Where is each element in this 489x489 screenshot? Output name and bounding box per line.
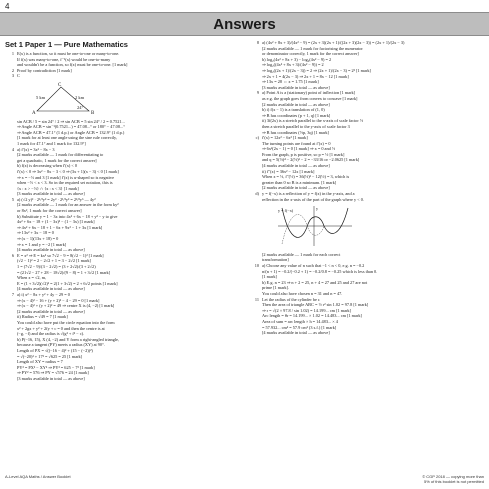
answer-line: ⇒ Angle ACB = sin⁻¹(0.7521...) = 47.08...° or 180° − 47.08...° [17,124,125,130]
answer-line: ii) Radius = √49 = 7 [1 mark] [17,314,68,320]
question-number: 4 [11,146,14,152]
transformed-curve-diagram [276,204,354,248]
answer-line: b) E.g. n = 23 ⇒ n + 2 = 25, n + 4 = 27 and 25 and 27 are not [262,279,368,285]
answer-block [5,147,237,197]
answer-body [262,263,484,297]
answer-line: b) Substitute y = 1 − 3x into 4x² + 6x − 18 + y² − y to give [17,213,118,219]
answer-line: (−g, −f) and the radius is √(g² + f² − c). [17,331,85,337]
answer-line: (√2 − 1)² = 2 − 2√2 + 1 = 3 − 2√2 [1 mark] [17,258,91,264]
footer-right [422,474,484,484]
answer-line: a) (√2 y)³ · 2¹/²y³ = 2y³ · 2¹/²y³ = 2³/²y⁶ — 4y² [17,196,96,202]
answer-block [250,252,484,263]
banner-title: Answers [213,15,276,33]
answer-line: Length of PX = √((−16 − 4)² + (15 − (−2))²) [17,347,93,353]
answer-line: ⇒ r = √(2 × 97.8 / sin 1.02) = 14.199... cm [1 mark] [262,307,352,313]
answer-block [5,197,237,253]
answer-block [5,51,237,68]
answer-line: [4 marks available in total — as above] [17,247,85,253]
answer-body [262,169,484,191]
answer-line: [4 marks available in total — as above] [262,330,330,336]
answer-line: b) P(−16, 15), X (4, −2) and Y form a right-angled triangle, [17,336,120,342]
question-number: c) [255,135,259,141]
answer-block [250,191,484,252]
answer-block [250,40,484,90]
answer-body [17,119,237,147]
answer-line: x² + 2gx + y² + 2fy + c = 0 and then the centre is at [17,325,105,331]
answer-line: [2 marks available — 1 mark for differentiating to [17,152,104,158]
page-number: 4 [5,2,10,11]
answer-line: You could also have put the circle equation into the form [17,319,115,325]
answer-line: ⇒ 6x²(2x − 1) = 0 [1 mark] ⇒ x = 0 and ½ [262,146,336,152]
answer-line: n/(n + 1) = −0.2/(−0.2 + 1) = −0.2/0.8 = −0.25 which is less than 0. [262,268,378,274]
answer-line: ⇒ 4x² + 6x − 18 + 1 − 6x + 9x² − 1 + 3x [1 mark] [17,224,103,230]
answer-line: When x = √2, m, [17,275,47,281]
answer-line: From the graph, p is positive, so p = ½ [1 mark] [262,151,345,157]
question-number [5,119,14,147]
curve-figure [276,204,484,250]
question-number: 9 [256,90,259,96]
answer-line: when −⅓ < x < 3. So in the required set notation, this is [17,180,113,186]
side-label-5km: 5 km [36,94,46,100]
answer-line: or 8x², 1 mark for the correct answer] [17,208,82,214]
answer-line: C [17,73,20,79]
angle-label: 24° [77,104,84,110]
answer-block [250,90,484,107]
left-column [5,40,237,468]
question-number [250,107,259,135]
answer-line: as e.g. the graph goes from convex to concave [1 mark] [262,95,358,101]
answer-line: ⇒ x = 1 and y = −2 [1 mark] [17,241,67,247]
answer-line: ⇒ (x − 1)(13x + 18) = 0 [17,236,59,242]
answer-line: 1 mark for 47.1° and 1 mark for 132.9°] [17,140,86,146]
answer-line: f′(x) < 0 ⇒ 3x² − 8x − 3 < 0 ⇒ (3x + 1)(x − 3) < 0 [1 mark] [17,168,119,174]
answer-body [262,90,484,107]
answer-line: y = f(−x) is a reflection of y = f(x) in the y-axis, and a [262,191,355,197]
side-label-2km: 2 km [75,94,85,100]
answer-line: You could also have chosen n = 31 and n = 47. [262,290,343,296]
footer-left: A-Level AQA Maths / Answer Booklet [5,474,71,479]
answer-body [262,107,484,135]
answer-line: a) (4x² + 8x + 3)/(4x² − 9) = (2x + 3)(2x + 1)/((2x + 3)(2x − 3)) = (2x + 1)/(2x − 3) [262,40,405,45]
answer-body [17,292,237,382]
curve-dashed [282,215,324,244]
answer-line: and wouldn't be a function, so f(x) must be one-to-one. [1 mark] [17,62,128,68]
axis-label-y: y [316,206,319,212]
answer-line: ⇒ 2x + 1 = 4(2x − 3) ⇒ 2x + 1 = 8x − 12 [1 mark] [262,73,349,79]
answer-line: a) f′(x) = 3x² − 8x − 3 [17,146,55,152]
answer-body [262,135,484,169]
answer-line: [2 marks available in total — as above] [262,101,330,107]
answer-line: b) f(x) is decreasing when f′(x) < 0 [17,163,78,169]
question-number: 3 [11,73,14,79]
answer-line: ⇒ 13x² + 3x − 18 = 0 [17,230,54,236]
answer-line: Let the radius of the cylinder be r. [262,296,321,302]
label-b: B [91,110,95,115]
answer-block [250,107,484,135]
answer-line: 4x² + 6x − 18 + (1 − 3x)² − (1 − 3x) [1 mark] [17,219,95,225]
answer-line: ⇒ 13x = 28 ⇔ x = 1.75 [1 mark] [262,79,319,85]
right-answers [250,40,484,336]
answer-block [250,135,484,169]
answer-body [17,253,237,292]
answer-line: = √(−20)² + 17² = √625 = 25 [1 mark] [17,353,83,359]
answer-line: reflection in the x-axis of the part of the graph where y < 0. [262,196,364,202]
answer-line: Area of sum = arc length × h = 14.483... × 4 [262,318,338,324]
question-number: 1 [11,51,14,56]
answer-line: ⇒ log₂((2x + 1)/(2x − 3)) = 2 ⇒ (2x + 1)/(2x − 3) = 2² [1 mark] [262,67,371,73]
answer-line: b) log₂(4x² + 8x + 3) − log₂(4x² − 9) = 2 [262,56,332,62]
answer-line: greater than 0 so B is a minimum. [1 mark] [262,179,337,185]
answer-line: ii) f″(x) = 36x² − 12x [1 mark] [262,168,315,174]
answer-line: [3 marks available in total — as above] [17,191,85,197]
answer-line: Proof by contradiction [1 mark] [17,67,72,73]
answer-line: [2 marks available — 1 mark for each correct [262,251,341,257]
triangle-figure [31,81,237,117]
answer-line: [1 mark] [262,274,277,280]
answer-block [250,297,484,336]
answer-body [262,40,484,90]
answer-line: or denominator correctly, 1 mark for the correct answer] [262,51,359,57]
answer-line: Then the area of triangle ABC = ½ r² sin 1.02 = 97.8 [1 mark] [262,302,369,308]
answer-line: [4 marks available in total — as above] [17,286,85,292]
footer-right-line2: 5% of this booklet is not permitted [423,479,484,484]
right-column [250,40,484,468]
answer-body [262,191,484,252]
left-answers [5,51,237,381]
curve-label-f-minus-x: y = f(−x) [278,208,294,214]
answer-line: E = x² ⇒ E = kx² so 7√2 − 9 = 8(√2 − 1)² [1 mark] [17,252,104,258]
answer-body [17,73,237,118]
answer-line: [3 marks available in total — as above] [17,375,85,381]
question-number [250,252,259,263]
answer-line: [4 marks available in total — as above] [262,163,330,169]
answer-line: = (21√2 − 27 + 28 − 18√2)/(9 − 8) = 1 + 3√2 [1 mark] [17,269,111,275]
answer-line: E = (1 + 3√2)(√2)² = 2(1 + 3√2) = 2 + 6√2 points [1 mark] [17,280,118,286]
answer-line: ⇒ (x − 4)² + (y + 2)² = 49 ⇒ centre X is (4, −2) [1 mark] [17,303,115,309]
answers-banner [0,12,489,36]
answer-line: prime [1 mark]. [262,285,290,291]
answer-line: [1 mark for at least one angle using the sine rule correctly, [17,135,117,141]
answer-line: The turning points are found at f′(x) = 0 [262,140,331,146]
answer-line: ⇒ PY² = 576 ⇒ PY = √576 = 24 [1 mark] [17,370,89,376]
answer-line: sin ACB / 5 = sin 24° / 2 ⇒ sin ACB = 5 sin 24° / 2 = 0.7521... [17,118,125,124]
answer-line: [3 marks available in total — as above] [262,84,330,90]
answer-line: [2 marks available in total — as above] [262,185,330,191]
answer-line: [2 marks available in total — as above] [17,308,85,314]
answer-line: ⇒ B has coordinates (½p, 3q) [1 mark] [262,129,329,135]
answer-line: If f(x) was many-to-one, f⁻¹(x) would be one-to-many [17,56,111,62]
question-number: 10 [254,263,259,268]
answer-line: PY² = PX² − XY² ⇒ PY² = 625 − 7² [1 mark] [17,364,95,370]
answer-line: ⇒ x = −⅓ and 3 [1 mark] f′(x) is u-shaped so is negative [17,174,114,180]
question-number: 6 [11,252,14,258]
answer-block [250,263,484,297]
answer-line: a) i) x² − 8x + y² + 4y − 29 = 0 [17,291,70,297]
answer-line: 1 = (7√2 − 9)/(3 − 2√2) = (3 + 2√2)/(3 + 2√2) [17,264,96,269]
question-number [250,169,259,191]
answer-body [262,252,484,263]
answer-body [17,147,237,197]
answer-body [17,197,237,253]
answer-line: a) Choose any value of n such that −1 < n < 0, e.g. n = −0.2 [262,263,365,268]
answer-block [5,73,237,118]
answer-line: E(x) is a function, so it must be one-to-one or many-to-one. [17,51,120,56]
section-title: Set 1 Paper 1 — Pure Mathematics [5,40,128,49]
question-number: 5 [11,196,14,202]
answer-line: transformation] [262,257,289,263]
answer-line: Length of XY = radius = 7 [17,359,63,365]
answer-line: and q = 5(½)⁴ − 2(½)³ − 2 = −33/16 or −2.0625 [1 mark] [262,157,360,163]
answer-body [262,297,484,336]
answer-line: [2 marks available — 1 mark for an answer in the form ky² [17,202,119,208]
triangle-diagram [31,81,101,115]
answer-block [5,253,237,292]
label-a: A [32,110,36,115]
question-number: d) [255,191,259,197]
answer-block [5,292,237,382]
question-number: 8 [256,40,259,45]
answer-line: ⇒ (x − 4)² − 16 + (y + 2)² − 4 − 29 = 0 [1 mark] [17,297,100,303]
answer-line: [2 marks available — 1 mark for factorising the numerator [262,45,363,51]
answer-line: ⇒ log₂((4x² + 8x + 3)/(4x² − 9)) = 2 [262,62,324,68]
answer-line: then a stretch parallel to the y-axis of scale factor 3 [262,123,350,129]
answer-line: Arc length = θr = 14.199... × 1.02 = 14.483... cm [1 mark] [262,313,362,319]
answer-line: b) i) f(x − 1) is a translation of (1, 0) [262,107,325,113]
answer-body [17,51,237,68]
footer-right-line1: © CGP 2018 — copying more than [422,474,484,479]
answer-line: f′(x) = 12x² − 6x² [1 mark] [262,135,308,141]
question-number: 11 [254,296,259,302]
answer-line: get a quadratic, 1 mark for the correct answer] [17,157,97,163]
answer-block [250,169,484,191]
answer-line: = 57.932... cm² = 57.9 cm² (3 s.f.) [1 mark] [262,324,337,330]
question-number: 7 [11,291,14,297]
answer-block [5,119,237,147]
question-number: 2 [11,67,14,73]
answer-line: {x : x > −⅓} ∩ {x : x < 3} [1 mark] [17,185,79,191]
answer-line: ⇒ Angle ACB = 47.1° (1 d.p.) or Angle ACB = 132.9° (1 d.p.) [17,129,125,135]
answer-line: ⇒ B has coordinates (p + 1, q) [1 mark] [262,112,331,118]
label-c: C [58,82,62,88]
answer-line: ii) 3f(2x) is a stretch parallel to the x-axis of scale factor ½ [262,118,364,124]
answer-line: a) Point A is a (stationary) point of inflection [1 mark] [262,90,356,96]
answer-line: because a tangent (PY) meets a radius (XY) at 90°. [17,342,105,348]
answer-line: When x = ½, f″(½) = 36(½)² − 12(½) = 3, which is [262,174,350,180]
